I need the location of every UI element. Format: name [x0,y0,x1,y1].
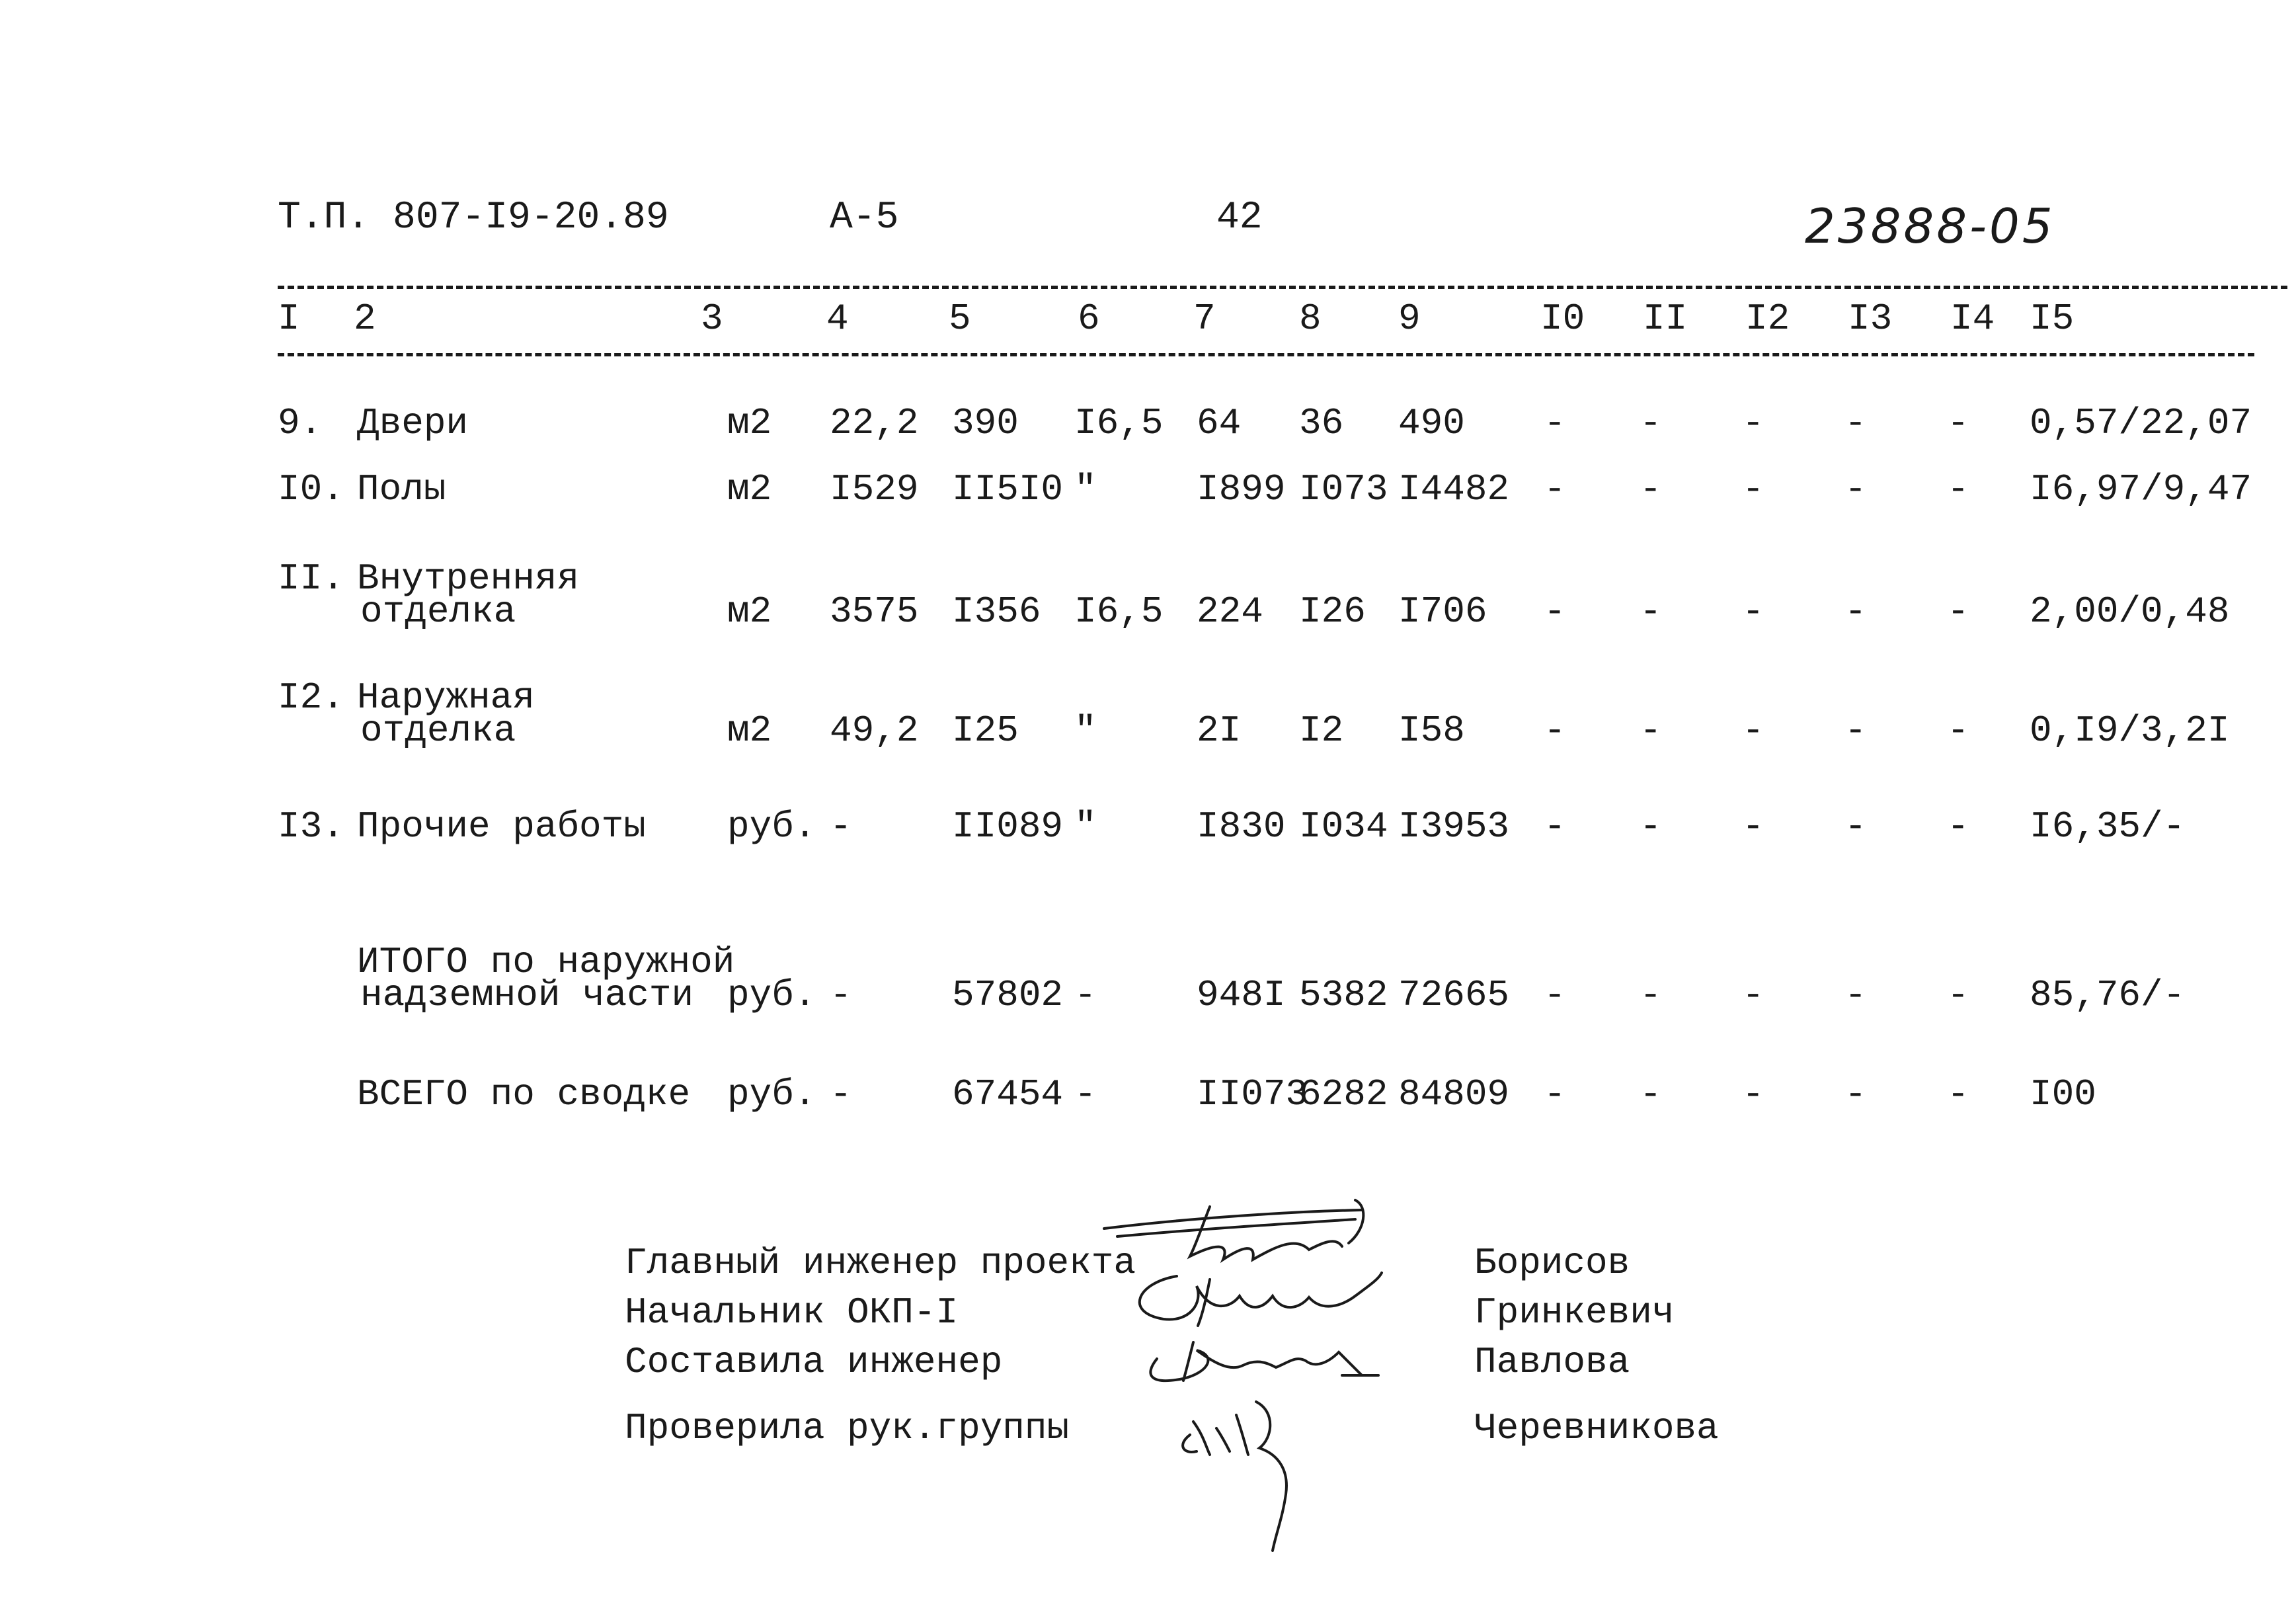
cell-c10: - [1544,805,1566,848]
column-header: I2 [1745,298,1790,340]
cell-c10: - [1544,590,1566,633]
cell-c8: 5382 [1299,974,1388,1016]
cell-c7: I899 [1197,468,1286,510]
cell-c5: II089 [952,805,1064,848]
cell-c13: - [1844,468,1867,510]
column-header: 4 [826,298,849,340]
column-header: I [278,298,300,340]
row-number: 9. [278,402,323,444]
cell-c4: 49,2 [830,709,919,752]
column-header: 6 [1078,298,1100,340]
cell-c11: - [1640,402,1662,444]
cell-c7: 224 [1197,590,1263,633]
cell-c14: - [1947,805,1969,848]
cell-c4: - [830,974,852,1016]
cell-c8: I034 [1299,805,1388,848]
cell-c8: I2 [1299,709,1344,752]
cell-c8: 36 [1299,402,1344,444]
cell-c12: - [1742,974,1764,1016]
cell-c13: - [1844,805,1867,848]
cell-c13: - [1844,1073,1867,1115]
cell-c4: - [830,1073,852,1115]
row-title: Наружная [357,676,535,719]
cell-c11: - [1640,468,1662,510]
cell-c5: I25 [952,709,1019,752]
signatory-name: Павлова [1474,1341,1630,1383]
column-header: II [1643,298,1688,340]
signature-role: Начальник ОКП-I [625,1291,959,1334]
signature-role: Составила инженер [625,1341,1003,1383]
row-title: Прочие работы [357,805,646,848]
cell-unit: м2 [727,709,772,752]
cell-c14: - [1947,709,1969,752]
cell-unit: руб. [727,1073,816,1115]
cell-c4: - [830,805,852,848]
page-number: 42 [1216,196,1263,239]
row-title: отделка [360,709,516,752]
cell-c14: - [1947,974,1969,1016]
inventory-stamp: 23888-05 [1805,198,2055,254]
row-title: ИТОГО по наружной [357,941,735,983]
signatory-name: Черевникова [1474,1407,1719,1449]
cell-c12: - [1742,805,1764,848]
cell-c12: - [1742,1073,1764,1115]
cell-c15: I6,35/- [2030,805,2186,848]
cell-c6: I6,5 [1074,402,1164,444]
row-number: II. [278,557,344,600]
signature-role: Главный инженер проекта [625,1242,1136,1284]
cell-c14: - [1947,590,1969,633]
cell-c10: - [1544,468,1566,510]
row-number: I0. [278,468,344,510]
cell-c5: 67454 [952,1073,1064,1115]
cell-c15: 85,76/- [2030,974,2186,1016]
cell-c13: - [1844,974,1867,1016]
cell-c10: - [1544,709,1566,752]
cell-c11: - [1640,1073,1662,1115]
column-header: I4 [1950,298,1995,340]
cell-c9: I4482 [1398,468,1510,510]
cell-c4: 3575 [830,590,919,633]
cell-c5: 390 [952,402,1019,444]
cell-unit: руб. [727,974,816,1016]
cell-c7: I830 [1197,805,1286,848]
cell-c12: - [1742,402,1764,444]
cell-unit: м2 [727,402,772,444]
cell-c15: 2,00/0,48 [2030,590,2230,633]
cell-c14: - [1947,1073,1969,1115]
column-header: 3 [701,298,723,340]
cell-c12: - [1742,709,1764,752]
cell-c5: I356 [952,590,1041,633]
signature-role: Проверила рук.группы [625,1407,1070,1449]
column-header: I0 [1540,298,1585,340]
row-title: ВСЕГО по сводке [357,1073,691,1115]
column-header: I5 [2030,298,2075,340]
cell-c5: II5I0 [952,468,1064,510]
cell-c10: - [1544,402,1566,444]
cell-c15: 0,57/22,07 [2030,402,2252,444]
cell-c7: 2I [1197,709,1242,752]
cell-c15: I6,97/9,47 [2030,468,2252,510]
row-title: Внутренняя [357,557,580,600]
cell-c14: - [1947,468,1969,510]
cell-c9: I58 [1398,709,1465,752]
row-number: I2. [278,676,344,719]
cell-unit: м2 [727,590,772,633]
cell-c7: 64 [1197,402,1242,444]
cell-c5: 57802 [952,974,1064,1016]
cell-c6: - [1074,974,1097,1016]
cell-c11: - [1640,590,1662,633]
cell-c13: - [1844,402,1867,444]
cell-c10: - [1544,1073,1566,1115]
cell-c6: " [1074,709,1097,752]
cell-c4: 22,2 [830,402,919,444]
cell-c11: - [1640,805,1662,848]
cell-c13: - [1844,590,1867,633]
column-header: I3 [1848,298,1893,340]
column-header: 2 [354,298,376,340]
row-title: надземной части [360,974,694,1016]
column-header: 7 [1193,298,1216,340]
cell-c8: I26 [1299,590,1366,633]
cell-c15: I00 [2030,1073,2096,1115]
cell-c8: 6282 [1299,1073,1388,1115]
cell-c10: - [1544,974,1566,1016]
cell-unit: м2 [727,468,772,510]
cell-c13: - [1844,709,1867,752]
cell-c11: - [1640,974,1662,1016]
cell-c6: I6,5 [1074,590,1164,633]
cell-c15: 0,I9/3,2I [2030,709,2230,752]
doc-code: Т.П. 807-I9-20.89 [278,196,669,239]
cell-c6: - [1074,1073,1097,1115]
row-title: Полы [357,468,446,510]
cell-c9: I3953 [1398,805,1510,848]
cell-c7: II073 [1197,1073,1308,1115]
cell-c6: " [1074,805,1097,848]
cell-c8: I073 [1299,468,1388,510]
cell-c9: 490 [1398,402,1465,444]
cell-unit: руб. [727,805,816,848]
cell-c11: - [1640,709,1662,752]
cell-c7: 948I [1197,974,1286,1016]
cell-c9: I706 [1398,590,1487,633]
column-header: 9 [1398,298,1421,340]
cell-c12: - [1742,468,1764,510]
cell-c14: - [1947,402,1969,444]
row-number: I3. [278,805,344,848]
cell-c9: 84809 [1398,1073,1510,1115]
row-title: Двери [357,402,469,444]
cell-c12: - [1742,590,1764,633]
cell-c9: 72665 [1398,974,1510,1016]
column-header: 5 [949,298,971,340]
album-code: А-5 [830,196,899,239]
signatory-name: Гринкевич [1474,1291,1675,1334]
row-title: отделка [360,590,516,633]
column-header: 8 [1299,298,1322,340]
cell-c6: " [1074,468,1097,510]
cell-c4: I529 [830,468,919,510]
signatory-name: Борисов [1474,1242,1630,1284]
